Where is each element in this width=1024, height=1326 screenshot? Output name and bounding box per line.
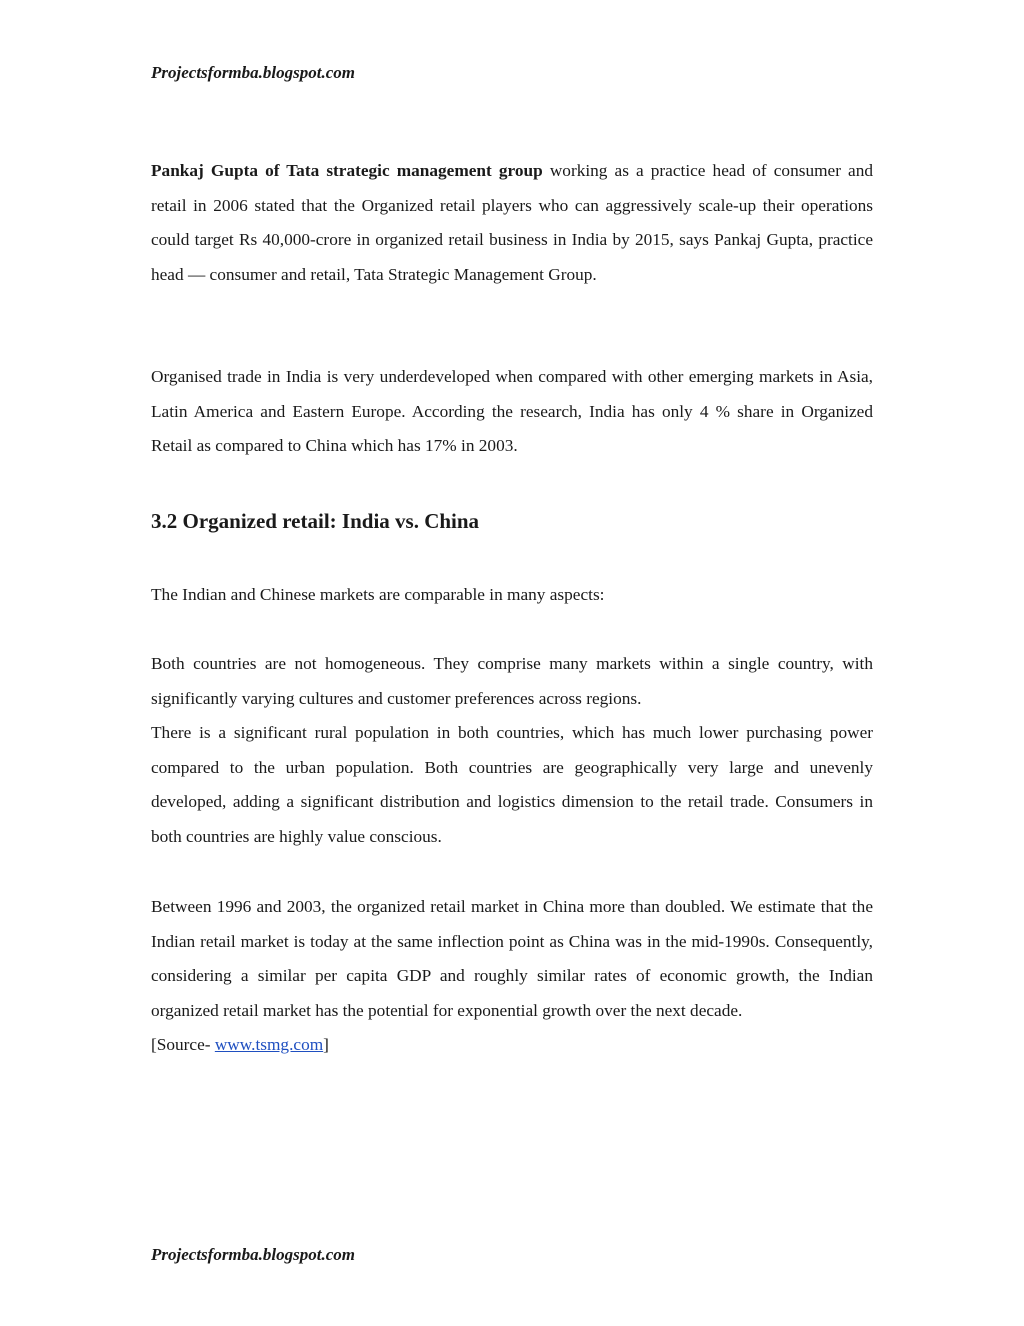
paragraph-organised-trade: Organised trade in India is very underdeveloped when compared with other emerging markets in Asia, Latin America and Eastern Europe. According the research, India has only 4 % share in Organized Retail as compared to China which has 17% in 2003.: [151, 367, 873, 456]
source-prefix: [Source-: [151, 1035, 215, 1055]
source-suffix: ]: [323, 1035, 329, 1055]
paragraph-lead-bold: Pankaj Gupta of Tata strategic management group: [151, 161, 543, 180]
paragraph-growth-text: Between 1996 and 2003, the organized retail market in China more than doubled. We estimate that the Indian retail market is today at the same inflection point as China was in the mid-1990s. Consequently, considering a similar per capita GDP and roughly similar rates of economic growth, the Indian organized retail market has the potential for exponential growth over the next decade.: [151, 897, 873, 1020]
paragraph-rural-population: There is a significant rural population in both countries, which has much lower purchasing power compared to the urban population. Both countries are geographically very large and unevenly developed, adding a significant distribution and logistics dimension to the retail trade. Consumers in both countries are highly value conscious.: [151, 723, 873, 846]
paragraph-comparable-aspects: The Indian and Chinese markets are comparable in many aspects:: [151, 585, 605, 604]
paragraph-pankaj-gupta: [151, 154, 873, 292]
source-citation: [151, 1028, 873, 1063]
section-heading: 3.2 Organized retail: India vs. China: [151, 509, 480, 533]
paragraph-both-countries: [151, 647, 873, 855]
paragraph-homogeneous: Both countries are not homogeneous. They comprise many markets within a single country, with significantly varying cultures and customer preferences across regions.: [151, 654, 873, 708]
page-header: Projectsformba.blogspot.com: [151, 63, 355, 82]
paragraph-growth: [151, 890, 873, 1063]
paragraph-body: working as a practice head of consumer and retail in 2006 stated that the Organized retail players who can aggressively scale-up their operations could target Rs 40,000-crore in organized retail business in India by 2015, says Pankaj Gupta, practice head — consumer and retail, Tata Strategic Management Group.: [151, 161, 873, 284]
page-footer: Projectsformba.blogspot.com: [151, 1245, 355, 1264]
source-link[interactable]: www.tsmg.com: [214, 1035, 324, 1055]
